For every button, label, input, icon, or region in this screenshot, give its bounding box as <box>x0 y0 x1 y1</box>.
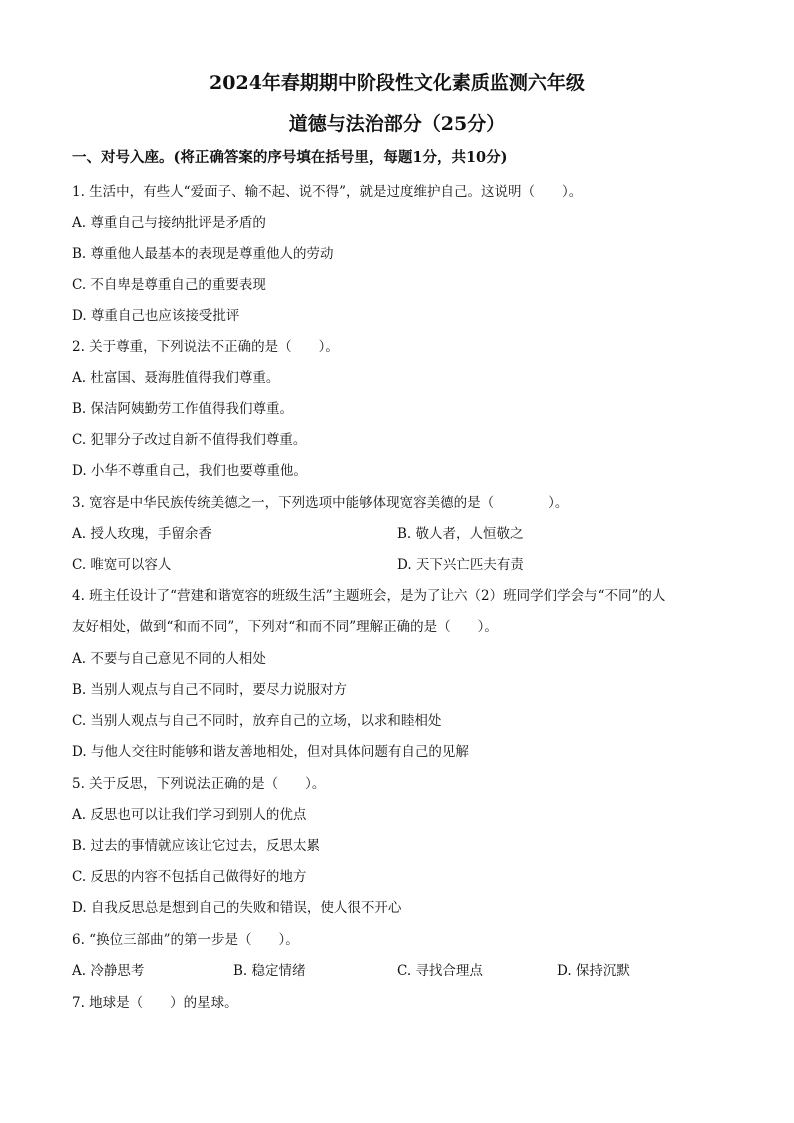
question-6-stem: 6. “换位三部曲”的第一步是（ ）。 <box>72 932 299 948</box>
question-2-option-d: D. 小华不尊重自己，我们也要尊重他。 <box>72 463 307 479</box>
question-4-stem-line-1: 4. 班主任设计了“营建和谐宽容的班级生活”主题班会，是为了让六（2）班同学们学会与“不同”的人 <box>72 588 666 604</box>
question-2-option-a: A. 杜富国、聂海胜值得我们尊重。 <box>72 370 280 386</box>
question-6-option-d: D. 保持沉默 <box>557 963 630 979</box>
question-3-stem: 3. 宽容是中华民族传统美德之一，下列选项中能够体现宽容美德的是（ ）。 <box>72 495 569 511</box>
question-2-option-b: B. 保洁阿姨勤劳工作值得我们尊重。 <box>72 401 294 417</box>
question-3-option-c: C. 唯宽可以容人 <box>72 557 172 573</box>
page-subtitle: 道德与法治部分（25分） <box>288 113 506 135</box>
question-6-option-c: C. 寻找合理点 <box>397 963 483 979</box>
question-6-option-b: B. 稳定情绪 <box>233 963 306 979</box>
question-5-option-c: C. 反思的内容不包括自己做得好的地方 <box>72 869 307 885</box>
question-5-option-a: A. 反思也可以让我们学习到别人的优点 <box>72 807 307 823</box>
question-1-option-b: B. 尊重他人最基本的表现是尊重他人的劳动 <box>72 246 334 262</box>
question-4-option-c: C. 当别人观点与自己不同时，放弃自己的立场，以求和睦相处 <box>72 713 442 729</box>
question-4-option-b: B. 当别人观点与自己不同时，要尽力说服对方 <box>72 682 348 698</box>
question-6-option-a: A. 冷静思考 <box>72 963 145 979</box>
question-1-option-d: D. 尊重自己也应该接受批评 <box>72 308 240 324</box>
section-heading: 一、对号入座。(将正确答案的序号填在括号里，每题1分，共10分) <box>72 149 508 166</box>
question-4-option-d: D. 与他人交往时能够和谐友善地相处，但对具体问题有自己的见解 <box>72 744 469 760</box>
question-5-option-b: B. 过去的事情就应该让它过去，反思太累 <box>72 838 321 854</box>
question-1-option-a: A. 尊重自己与接纳批评是矛盾的 <box>72 215 266 231</box>
question-3-option-b: B. 敬人者，人恒敬之 <box>397 526 524 542</box>
question-1-option-c: C. 不自卑是尊重自己的重要表现 <box>72 277 266 293</box>
question-5-option-d: D. 自我反思总是想到自己的失败和错误，使人很不开心 <box>72 900 402 916</box>
page-title: 2024年春期期中阶段性文化素质监测六年级 <box>209 72 585 94</box>
question-7-stem: 7. 地球是（ ）的星球。 <box>72 995 238 1011</box>
question-4-option-a: A. 不要与自己意见不同的人相处 <box>72 651 266 667</box>
question-4-stem-line-2: 友好相处，做到“和而不同”，下列对“和而不同”理解正确的是（ ）。 <box>72 619 498 635</box>
question-2-stem: 2. 关于尊重，下列说法不正确的是（ ）。 <box>72 339 339 355</box>
question-2-option-c: C. 犯罪分子改过自新不值得我们尊重。 <box>72 432 307 448</box>
question-1-stem: 1. 生活中，有些人“爱面子、输不起、说不得”，就是过度维护自己。这说明（ ）。 <box>72 184 583 200</box>
question-5-stem: 5. 关于反思，下列说法正确的是（ ）。 <box>72 776 326 792</box>
question-3-option-d: D. 天下兴亡匹夫有责 <box>397 557 524 573</box>
question-3-option-a: A. 授人玫瑰，手留余香 <box>72 526 212 542</box>
